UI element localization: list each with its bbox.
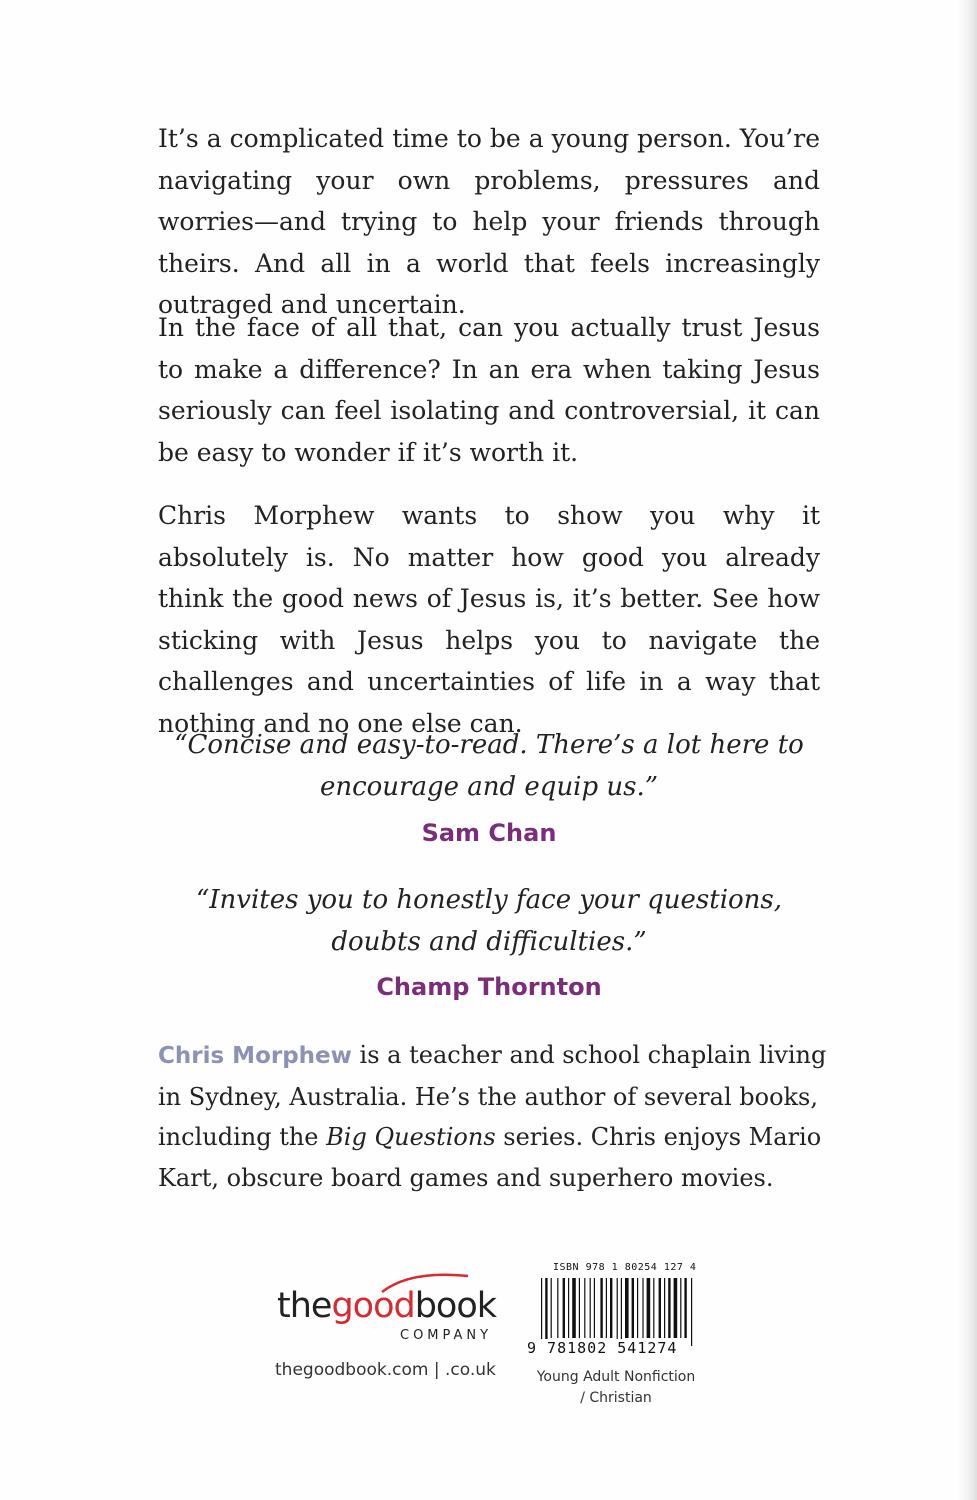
logo-company-text: COMPANY (400, 1328, 493, 1343)
blurb-paragraph-1: It’s a complicated time to be a young person. You’re navigating your own problems, pressures and worries—and trying to help your friends through theirs. And all in a world that feels increasingly outraged and uncertain. (158, 124, 820, 319)
publisher-logo (270, 1270, 500, 1350)
author-bio-text-2: series. Chris enjoys Mario Kart, obscure board games and superhero movies. (158, 1123, 822, 1192)
endorsement-author-1: Sam Chan (421, 819, 557, 847)
endorsement-author-2: Champ Thornton (376, 973, 602, 1001)
page-edge-shadow (957, 0, 977, 1500)
barcode-digits: 9 781802 541274 (527, 1339, 678, 1357)
book-category (527, 1367, 705, 1409)
isbn-barcode (527, 1260, 701, 1370)
blurb-paragraph-3: Chris Morphew wants to show you why it absolutely is. No matter how good you already think the good news of Jesus is, it’s better. See how sticking with Jesus helps you to navigate the challenges and uncertainties of life in a way that nothing and no one else can. (158, 501, 820, 738)
isbn-text: ISBN 978 1 80254 127 4 (553, 1262, 697, 1273)
endorsement-quote-1: “Concise and easy-to-read. There’s a lot here to encourage and equip us.” (174, 730, 804, 802)
author-name: Chris Morphew (158, 1043, 352, 1069)
publisher-website: thegoodbook.com | .co.uk (275, 1360, 496, 1380)
logo-wordmark: thegoodbook (277, 1286, 497, 1326)
category-line-2: / Christian (580, 1390, 652, 1406)
endorsement-quote-2: “Invites you to honestly face your questions, doubts and difficulties.” (195, 885, 783, 957)
barcode-bars-icon (541, 1278, 699, 1346)
author-bio-text-1: is a teacher and school chaplain living in Sydney, Australia. He’s the author of several books, including the (158, 1041, 827, 1151)
author-bio (158, 1035, 828, 1198)
blurb-paragraph-2: In the face of all that, can you actually trust Jesus to make a difference? In an era when taking Jesus seriously can feel isolating and controversial, it can be easy to wonder if it’s worth it. (158, 313, 820, 467)
series-title: Big Questions (326, 1123, 496, 1151)
category-line-1: Young Adult Nonfiction (536, 1369, 696, 1385)
